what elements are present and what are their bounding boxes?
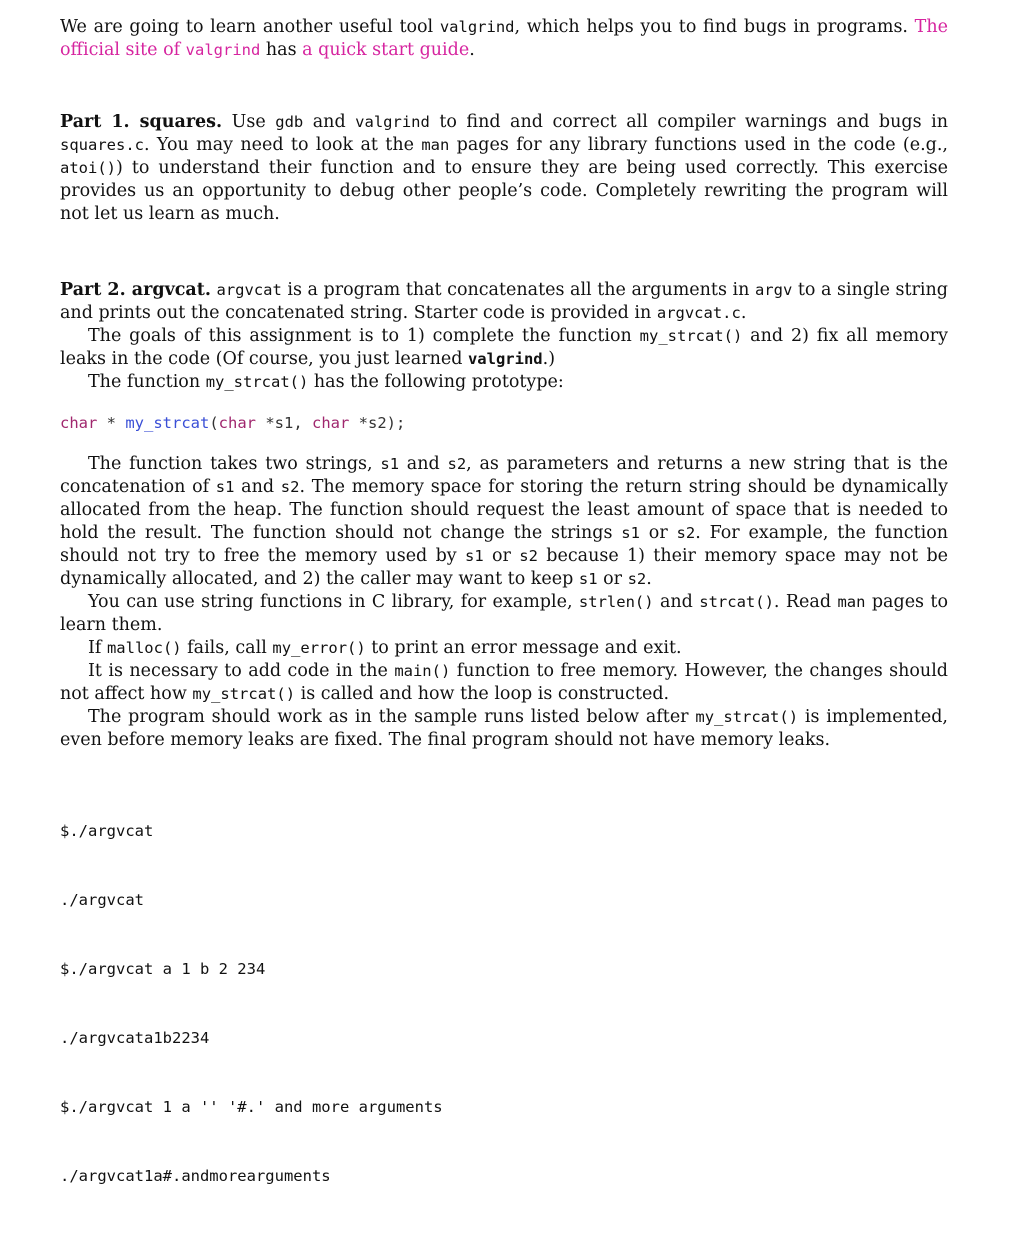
valgrind-official-site-link[interactable]: The official site of valgrind bbox=[60, 17, 948, 60]
string-functions-paragraph: You can use string functions in C library, for example, strlen() and strcat(). Read man pages to learn them. bbox=[60, 592, 948, 635]
goals-paragraph: The goals of this assignment is to 1) complete the function my_strcat() and 2) fix all memory leaks in the code (Of course, you just learned valgrind.) bbox=[60, 326, 948, 369]
valgrind-code: valgrind bbox=[467, 350, 543, 368]
gdb-code: gdb bbox=[275, 113, 304, 131]
part1-paragraph: Part 1. squares. Use gdb and valgrind to find and correct all compiler warnings and bugs in squares.c. You may need to look at the man pages for any library functions used in the code (e.g., atoi()) to understand their function and to ensure they are being used correctly. This exercise provides us an opportunity to debug other people’s code. Completely rewriting the program will not let us learn as much. bbox=[60, 112, 948, 224]
my-strcat-code: my_strcat() bbox=[205, 373, 309, 391]
man-code: man bbox=[421, 136, 450, 154]
valgrind-code: valgrind bbox=[439, 18, 515, 36]
part1-heading: Part 1. squares. bbox=[60, 112, 223, 132]
atoi-code: atoi() bbox=[60, 159, 116, 177]
prototype-code-line: char * my_strcat(char *s1, char *s2); bbox=[60, 414, 406, 432]
malloc-paragraph: If malloc() fails, call my_error() to print an error message and exit. bbox=[88, 638, 682, 658]
document-page bbox=[60, 16, 948, 1234]
my-strcat-code: my_strcat() bbox=[639, 327, 743, 345]
argv-code: argv bbox=[754, 281, 793, 299]
part2-heading: Part 2. argvcat. bbox=[60, 280, 211, 300]
intro-text: We are going to learn another useful tool bbox=[60, 17, 440, 37]
sample-runs-intro-paragraph: The program should work as in the sample runs listed below after my_strcat() is implemented, even before memory leaks are fixed. The final program should not have memory leaks. bbox=[60, 707, 948, 750]
valgrind-code: valgrind bbox=[355, 113, 430, 131]
sample-run-line: ./argvcat bbox=[60, 891, 144, 909]
squares-file-code: squares.c bbox=[60, 136, 144, 154]
function-description-paragraph: The function takes two strings, s1 and s2, as parameters and returns a new string that is the concatenation of s1 and s2. The memory space for storing the return string should be dynamically allocated from the heap. The function should request the least amount of space that is needed to hold the result. The function should not change the strings s1 or s2. For example, the function should not try to free the memory used by s1 or s2 because 1) their memory space may not be dynamically allocated, and 2) the caller may want to keep s1 or s2. bbox=[60, 454, 949, 589]
intro-text: , which helps you to find bugs in programs. bbox=[514, 17, 915, 37]
sample-run-line: $./argvcat a 1 b 2 234 bbox=[60, 960, 266, 978]
sample-run-line: $./argvcat bbox=[60, 822, 154, 840]
part2-paragraph: Part 2. argvcat. argvcat is a program that concatenates all the arguments in argv to a single string and prints out the concatenated string. Starter code is provided in argvcat.c. bbox=[60, 280, 948, 323]
intro-paragraph: We are going to learn another useful tool valgrind, which helps you to find bugs in programs. The official site of valgrind has a quick start guide. bbox=[60, 17, 948, 60]
quick-start-guide-link[interactable]: a quick start guide bbox=[302, 40, 470, 60]
sample-runs-block bbox=[60, 774, 948, 1234]
argvcat-code: argvcat bbox=[216, 281, 282, 299]
intro-text: has bbox=[260, 40, 303, 60]
sample-run-line: $./argvcat 1 a '' '#.' and more arguments bbox=[60, 1098, 443, 1116]
sample-run-line: ./argvcat1a#.andmorearguments bbox=[60, 1167, 331, 1185]
sample-run-line: ./argvcata1b2234 bbox=[60, 1029, 210, 1047]
argvcat-file-code: argvcat.c bbox=[656, 304, 741, 322]
free-memory-paragraph: It is necessary to add code in the main() function to free memory. However, the changes should not affect how my_strcat() is called and how the loop is constructed. bbox=[60, 661, 948, 704]
prototype-intro-paragraph: The function my_strcat() has the following prototype: bbox=[88, 372, 564, 392]
